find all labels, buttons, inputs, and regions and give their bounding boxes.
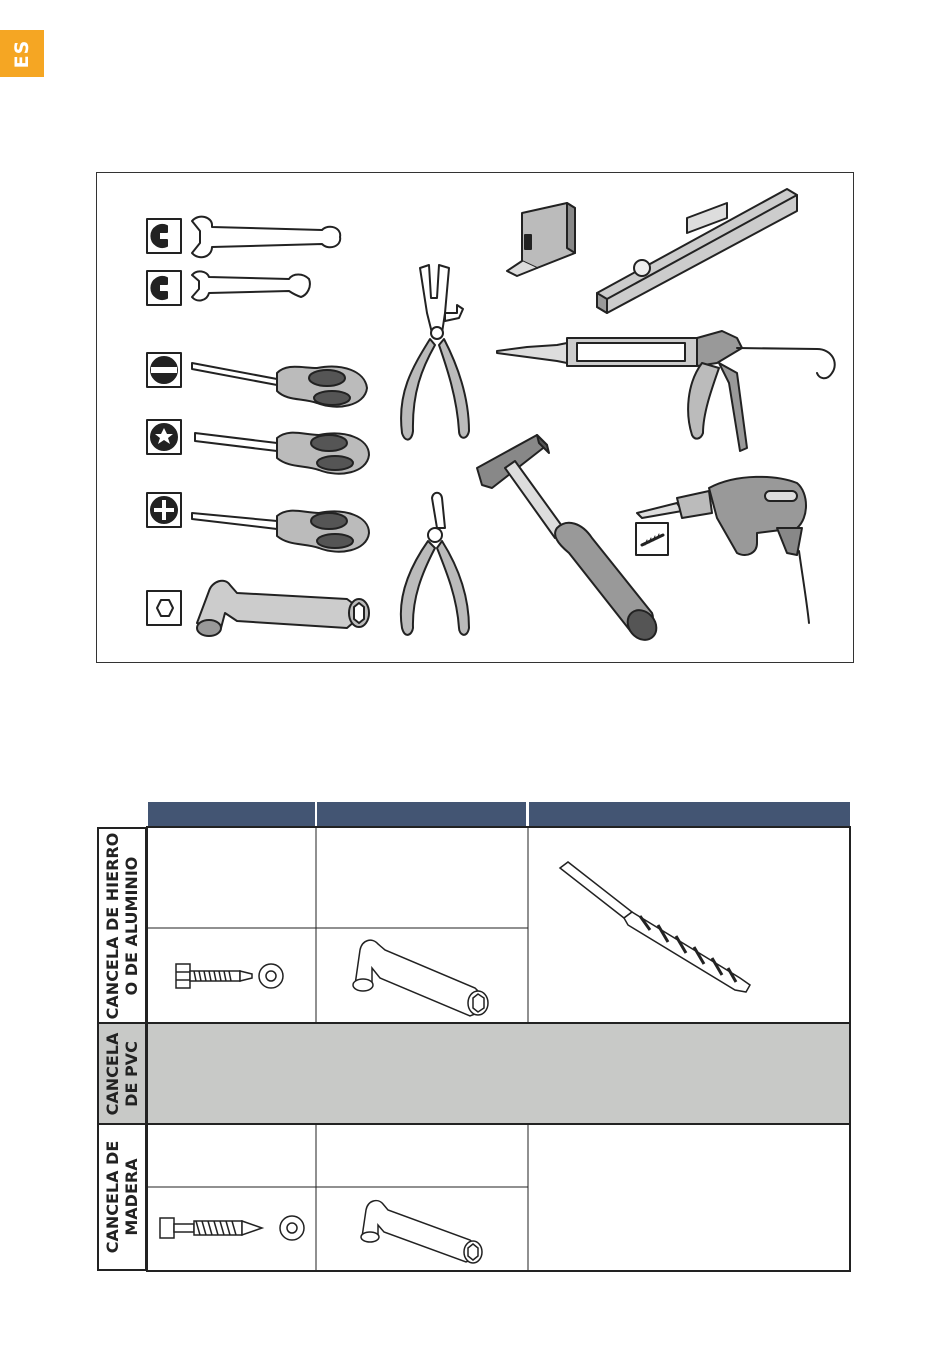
row-label-text: CANCELA DE MADERA [103, 1140, 141, 1254]
socket-wrench-icon [353, 940, 488, 1016]
row-label-text: CANCELA DE PVC [103, 1032, 141, 1115]
washer-icon [280, 1216, 304, 1240]
drill-bit-icon [560, 862, 750, 992]
language-code: ES [11, 39, 33, 68]
self-drilling-screw-icon [176, 964, 252, 988]
wood-screw-icon [160, 1218, 262, 1238]
washer-icon [259, 964, 283, 988]
socket-wrench-icon [361, 1201, 482, 1263]
row-label-text: CANCELA DE HIERRO O DE ALUMINIO [103, 832, 141, 1019]
pvc-row-area [147, 1023, 850, 1124]
